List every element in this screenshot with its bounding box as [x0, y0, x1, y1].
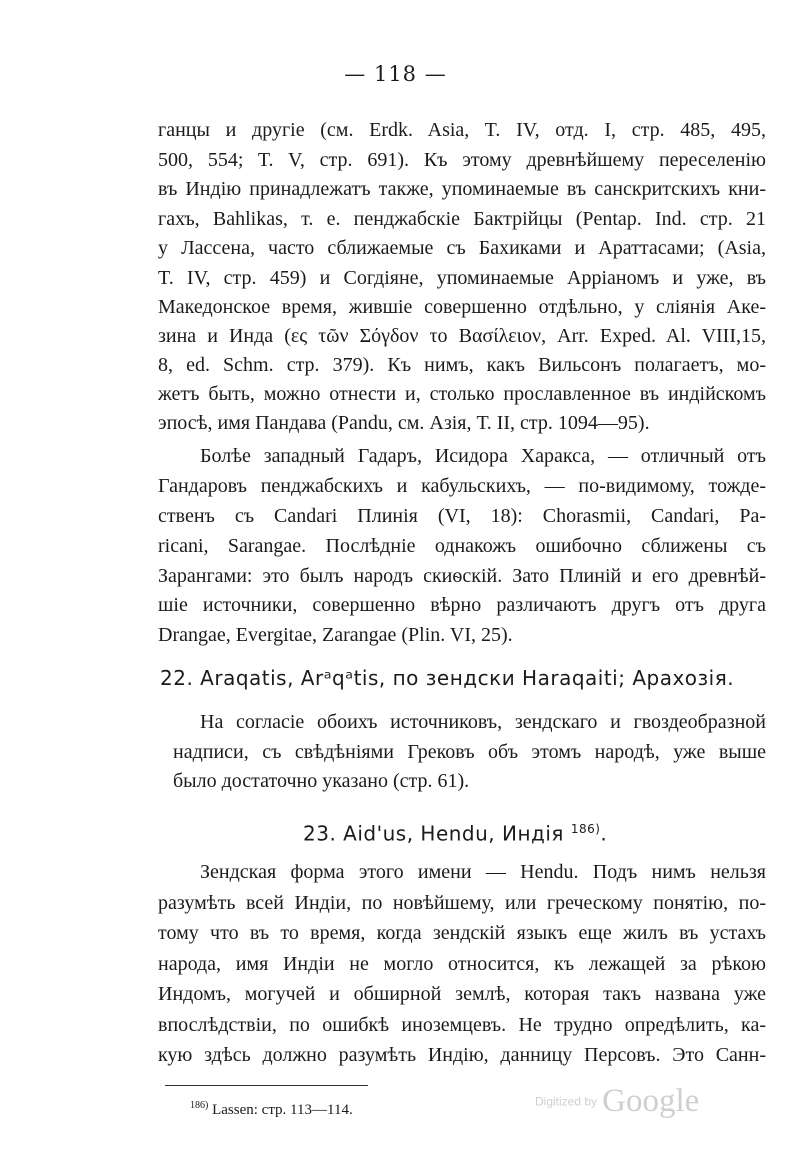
text-line: было достаточно указано (стр. 61).	[173, 770, 470, 792]
text-line: Македонское время, жившіе совершенно отдѣльно, у сліянія Аке-	[158, 296, 766, 318]
text-line: На согласіе обоихъ источниковъ, зендскаго и гвоздеобразной	[200, 711, 766, 733]
text-line: въ Индію принадлежатъ также, упоминаемые въ санскритскихъ кни-	[158, 178, 766, 200]
text-line: зина и Инда (ες τῶν Σόγδον το Βασίλειον, Arr. Exped. Al. VIII,15,	[158, 325, 766, 347]
text-line: эпосѣ, имя Пандава (Pandu, см. Азія, Т. II, стр. 1094—95).	[158, 412, 650, 434]
text-line: разумѣть всей Индіи, по новѣйшему, или греческому понятію, по-	[158, 892, 766, 914]
page-number: — 118 —	[344, 62, 447, 86]
footnote-divider	[165, 1085, 368, 1086]
text-line: 8, ed. Schm. стр. 379). Къ нимъ, какъ Вильсонъ полагаетъ, мо-	[158, 354, 766, 376]
google-watermark	[535, 1083, 699, 1120]
footnote-text: Lassen: стр. 113—114.	[208, 1102, 353, 1118]
text-line: Гандаровъ пенджабскихъ и кабульскихъ, — по-видимому, тожде-	[158, 475, 766, 497]
text-line: ганцы и другіе (см. Erdk. Asia, T. IV, отд. I, стр. 485, 495,	[158, 119, 766, 141]
footnote-reference: 186)	[570, 822, 601, 836]
text-line: ricani, Sarangae. Послѣдніе однакожъ ошибочно сближены съ	[158, 535, 766, 557]
text-line: T. IV, стр. 459) и Согдіяне, упоминаемые Арріаномъ и уже, въ	[158, 267, 766, 289]
text-line: Зарангами: это былъ народъ скиѳскій. Зато Плиній и его древнѣй-	[158, 565, 766, 587]
text-line: Индомъ, могучей и обширной землѣ, которая такъ названа уже	[158, 983, 766, 1005]
watermark-logo: Google	[602, 1083, 700, 1119]
footnote-mark: 186)	[190, 1100, 209, 1111]
text-line: надписи, съ свѣдѣніями Грековъ объ этомъ народѣ, уже выше	[173, 741, 766, 763]
text-line: кую здѣсь должно разумѣть Индію, данницу Персовъ. Это Санн-	[158, 1044, 766, 1066]
section-heading-23	[303, 815, 607, 848]
footnote	[190, 1100, 353, 1119]
text-line: Drangae, Evergitae, Zarangae (Plin. VI, 25).	[158, 624, 513, 646]
text-line: гахъ, Bahlikas, т. е. пенджабскіе Бактрійцы (Pentap. Ind. стр. 21	[158, 208, 766, 230]
text-line: Болѣе западный Гадаръ, Исидора Харакса, — отличный отъ	[200, 445, 766, 467]
text-line: Зендская форма этого имени — Hendu. Подъ нимъ нельзя	[200, 861, 766, 883]
heading-23-end: .	[600, 821, 608, 846]
heading-23-text: 23. Aid'us, Hendu, Индія	[303, 821, 564, 846]
watermark-digitized: Digitized by	[535, 1094, 598, 1109]
text-line: народа, имя Индіи не могло относится, къ лежащей за рѣкою	[158, 953, 766, 975]
text-line: впослѣдствіи, по ошибкѣ иноземцевъ. Не трудно опредѣлить, ка-	[158, 1014, 766, 1036]
text-line: тому что въ то время, когда зендскій языкъ еще жилъ въ устахъ	[158, 922, 766, 944]
text-line: ственъ съ Candari Плинія (VI, 18): Chorasmii, Candari, Pa-	[158, 505, 766, 527]
text-line: 500, 554; T. V, стр. 691). Къ этому древнѣйшему переселенію	[158, 149, 766, 171]
text-line: шіе источники, совершенно вѣрно различаютъ другъ отъ друга	[158, 594, 766, 616]
section-heading-22: 22. Araqatis, Arᵃqᵃtis, по зендски Haraqaiti; Арахозія.	[160, 666, 735, 690]
text-line: у Лассена, часто сближаемые съ Бахиками и Араттасами; (Asia,	[158, 237, 766, 259]
text-line: жетъ быть, можно отнести и, столько прославленное въ индійскомъ	[158, 383, 766, 405]
